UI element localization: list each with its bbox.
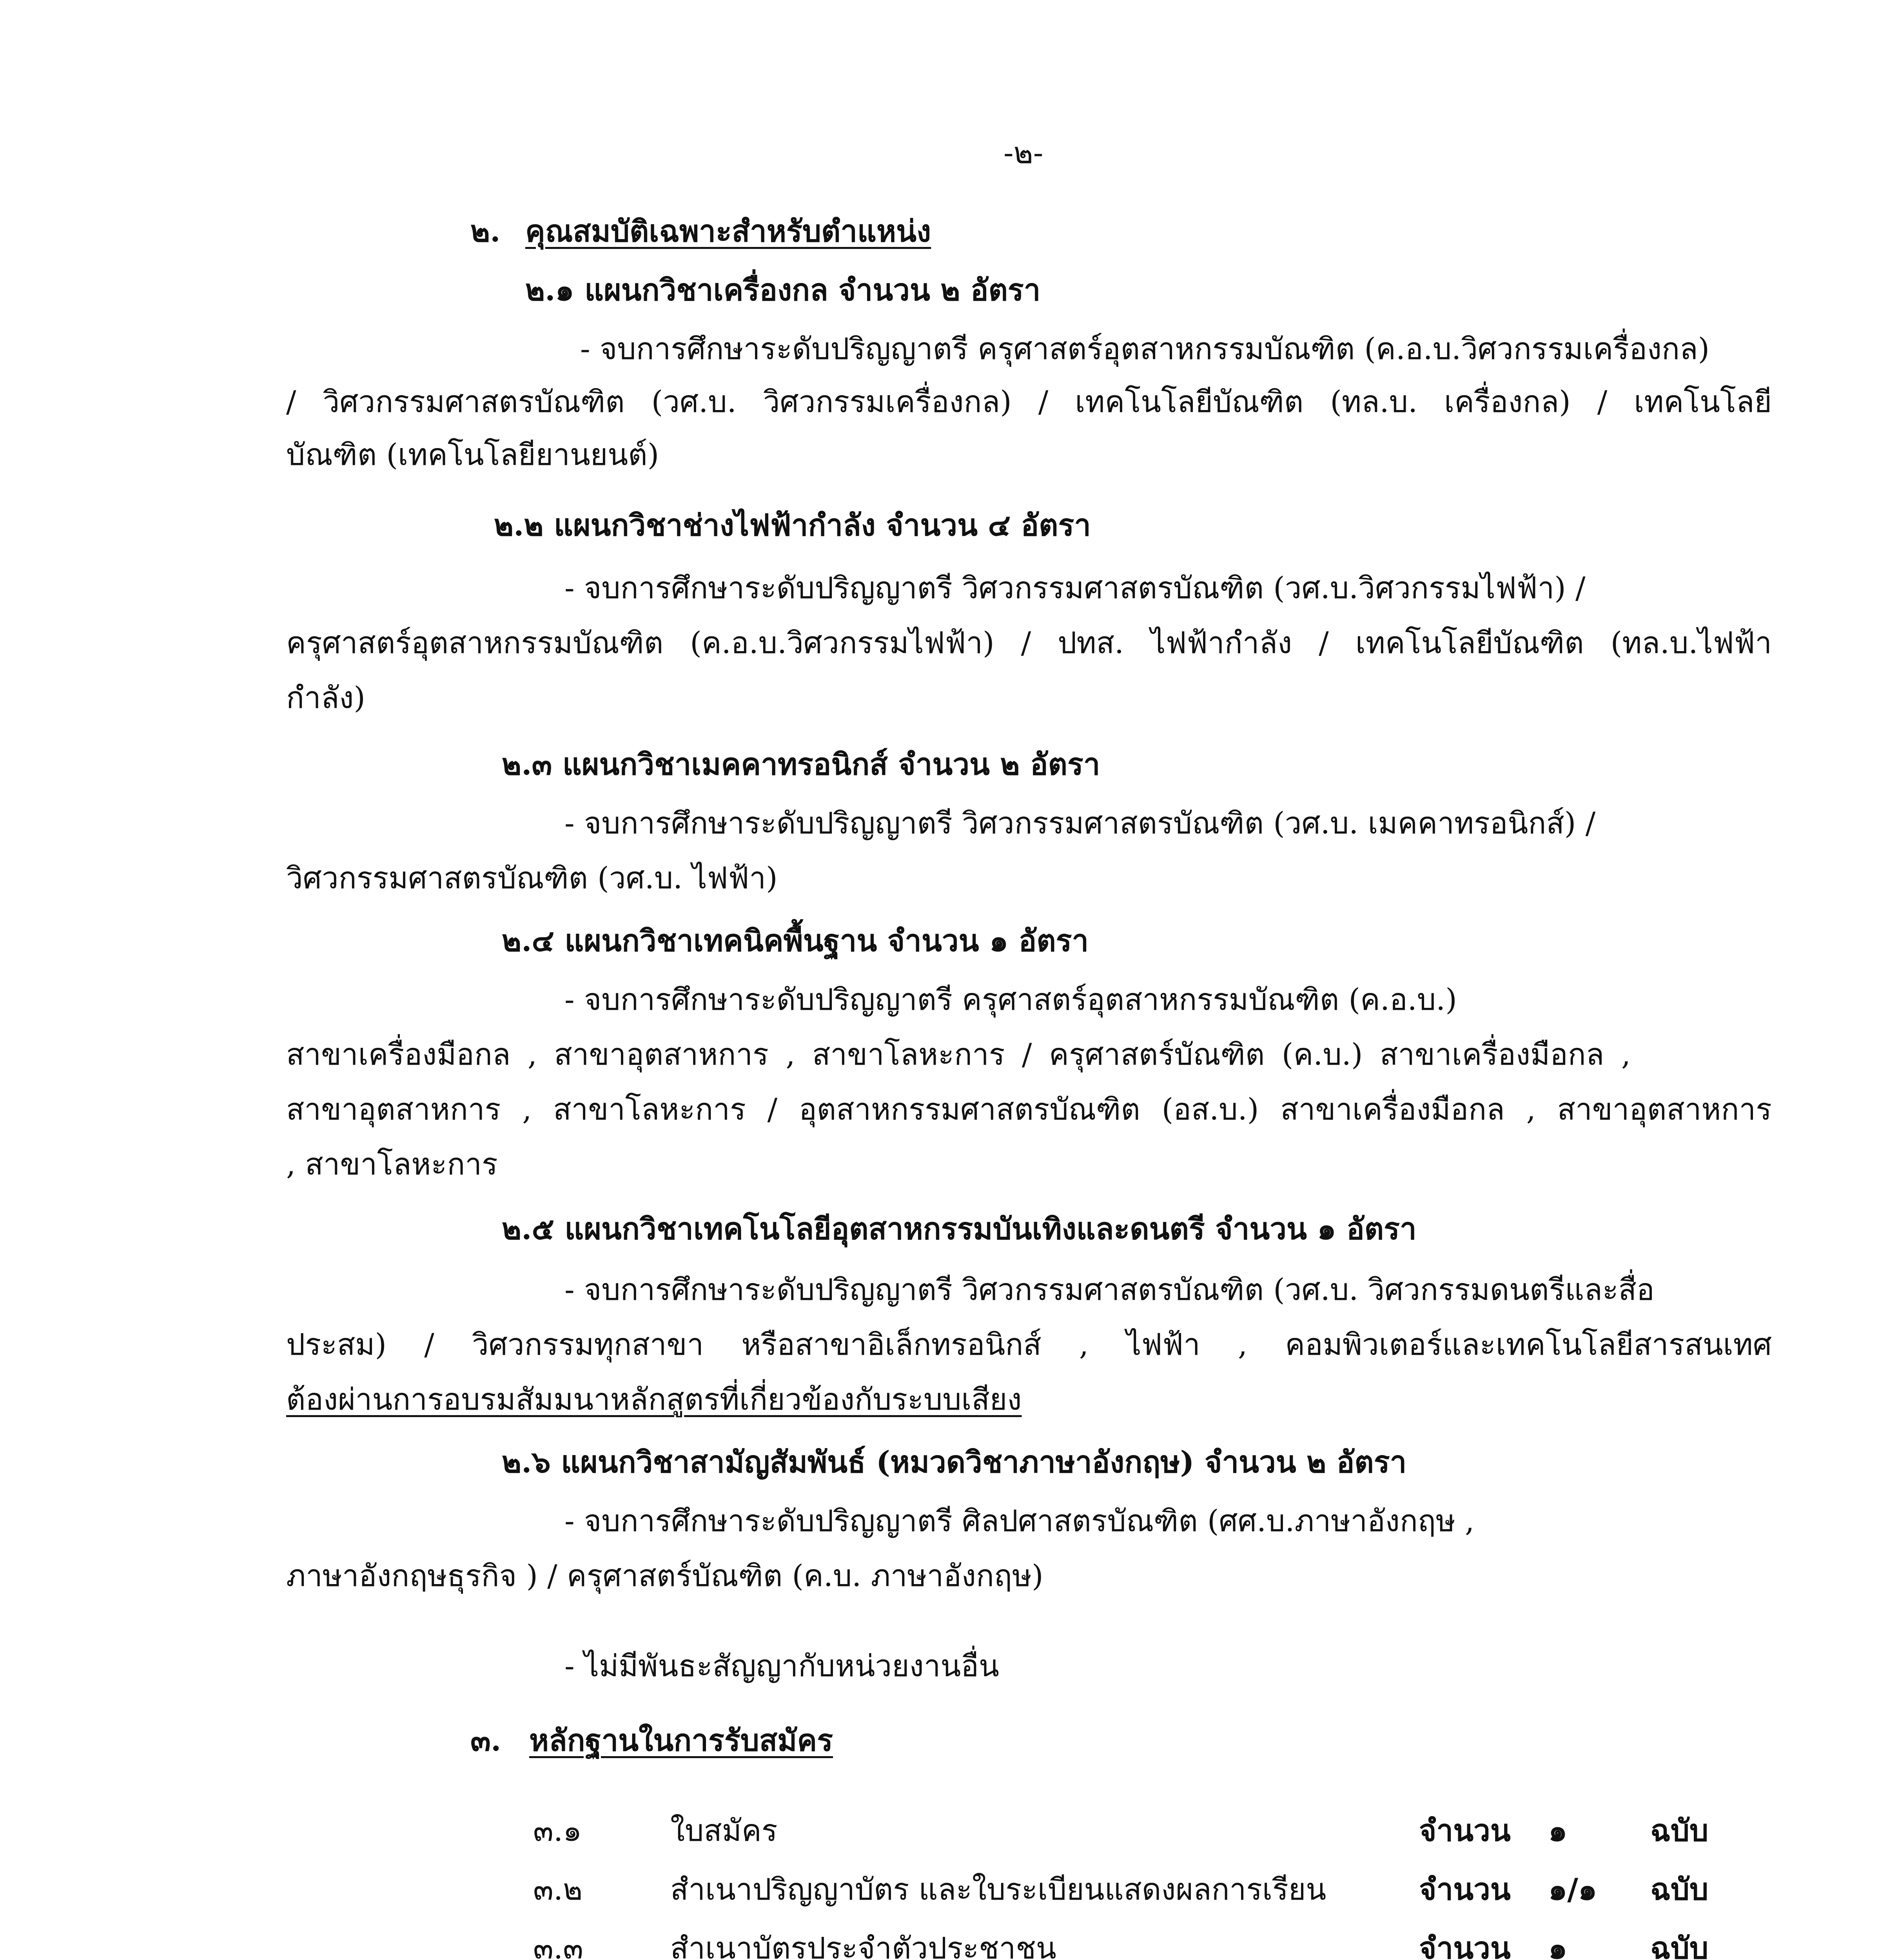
item-text: วิศวกรรมศาสตรบัณฑิต (วศ.บ. ไฟฟ้า) [286, 860, 778, 895]
doc-item-qty: ๑ [1548, 1931, 1568, 1960]
doc-item-unit: ฉบับ [1650, 1813, 1709, 1848]
item-text: - จบการศึกษาระดับปริญญาตรี วิศวกรรมศาสตรบัณฑิต (วศ.บ. เมคคาทรอนิกส์) / [564, 806, 1596, 840]
item-heading: ๒.๑ แผนกวิชาเครื่องกล จำนวน ๒ อัตรา [525, 272, 1041, 307]
doc-item-qty: ๑/๑ [1548, 1872, 1597, 1907]
item-heading: ๒.๒ แผนกวิชาช่างไฟฟ้ากำลัง จำนวน ๔ อัตรา [494, 508, 1091, 543]
item-text: - จบการศึกษาระดับปริญญาตรี ครุศาสตร์อุตสาหกรรมบัณฑิต (ค.อ.บ.วิศวกรรมเครื่องกล) [580, 331, 1710, 366]
item-heading: ๒.๕ แผนกวิชาเทคโนโลยีอุตสาหกรรมบันเทิงและดนตรี จำนวน ๑ อัตรา [502, 1211, 1417, 1246]
item-heading: ๒.๖ แผนกวิชาสามัญสัมพันธ์ (หมวดวิชาภาษาอังกฤษ) จำนวน ๒ อัตรา [502, 1445, 1407, 1479]
item-heading: ๒.๔ แผนกวิชาเทคนิคพื้นฐาน จำนวน ๑ อัตรา [502, 923, 1089, 958]
item-heading: ๒.๓ แผนกวิชาเมคคาทรอนิกส์ จำนวน ๒ อัตรา [502, 747, 1100, 782]
doc-item-text: ใบสมัคร [670, 1813, 778, 1848]
item-text: บัณฑิต (เทคโนโลยียานยนต์) [286, 437, 659, 472]
item-text: กำลัง) [286, 680, 366, 715]
item-text: / วิศวกรรมศาสตรบัณฑิต (วศ.บ. วิศวกรรมเครื่องกล) / เทคโนโลยีบัณฑิต (ทล.บ. เครื่องกล) / เทคโนโลยี [286, 384, 1772, 419]
doc-item-qty-label: จำนวน [1419, 1931, 1511, 1960]
doc-item-qty-label: จำนวน [1419, 1872, 1511, 1907]
item-text: ครุศาสตร์อุตสาหกรรมบัณฑิต (ค.อ.บ.วิศวกรรมไฟฟ้า) / ปทส. ไฟฟ้ากำลัง / เทคโนโลยีบัณฑิต (ทล.บ.ไฟฟ้า [286, 625, 1772, 660]
section2-title: คุณสมบัติเฉพาะสำหรับตำแหน่ง [525, 214, 931, 249]
doc-item-number: ๓.๒ [533, 1872, 583, 1907]
doc-item-number: ๓.๑ [533, 1813, 582, 1848]
no-contract-note: - ไม่มีพันธะสัญญากับหน่วยงานอื่น [564, 1648, 999, 1683]
item-text: ประสม) / วิศวกรรมทุกสาขา หรือสาขาอิเล็กทรอนิกส์ , ไฟฟ้า , คอมพิวเตอร์และเทคโนโลยีสารสนเทศ [286, 1327, 1772, 1362]
doc-item-unit: ฉบับ [1650, 1931, 1709, 1960]
item-text: - จบการศึกษาระดับปริญญาตรี ครุศาสตร์อุตสาหกรรมบัณฑิต (ค.อ.บ.) [564, 982, 1457, 1017]
section3-title: หลักฐานในการรับสมัคร [529, 1723, 833, 1758]
doc-item-qty-label: จำนวน [1419, 1813, 1511, 1848]
doc-item-text: สำเนาบัตรประจำตัวประชาชน [670, 1931, 1056, 1960]
item-text: ภาษาอังกฤษธุรกิจ ) / ครุศาสตร์บัณฑิต (ค.บ. ภาษาอังกฤษ) [286, 1558, 1043, 1593]
item-text: - จบการศึกษาระดับปริญญาตรี ศิลปศาสตรบัณฑิต (ศศ.บ.ภาษาอังกฤษ , [564, 1503, 1475, 1538]
doc-item-text: สำเนาปริญญาบัตร และใบระเบียนแสดงผลการเรียน [670, 1872, 1326, 1907]
section2-number: ๒. [470, 214, 501, 249]
item-text-underlined: ต้องผ่านการอบรมสัมมนาหลักสูตรที่เกี่ยวข้องกับระบบเสียง [286, 1382, 1022, 1417]
page-number: -๒- [1003, 135, 1043, 170]
doc-item-qty: ๑ [1548, 1813, 1568, 1848]
item-text: , สาขาโลหะการ [286, 1147, 498, 1181]
section3-number: ๓. [470, 1723, 501, 1758]
doc-item-number: ๓.๓ [533, 1931, 584, 1960]
doc-item-unit: ฉบับ [1650, 1872, 1709, 1907]
item-text: สาขาเครื่องมือกล , สาขาอุตสาหการ , สาขาโลหะการ / ครุศาสตร์บัณฑิต (ค.บ.) สาขาเครื่องมือกล , [286, 1037, 1631, 1072]
item-text: - จบการศึกษาระดับปริญญาตรี วิศวกรรมศาสตรบัณฑิต (วศ.บ.วิศวกรรมไฟฟ้า) / [564, 570, 1586, 605]
item-text: - จบการศึกษาระดับปริญญาตรี วิศวกรรมศาสตรบัณฑิต (วศ.บ. วิศวกรรมดนตรีและสื่อ [564, 1272, 1655, 1307]
item-text: สาขาอุตสาหการ , สาขาโลหะการ / อุตสาหกรรมศาสตรบัณฑิต (อส.บ.) สาขาเครื่องมือกล , สาขาอุตสาหการ [286, 1092, 1772, 1127]
